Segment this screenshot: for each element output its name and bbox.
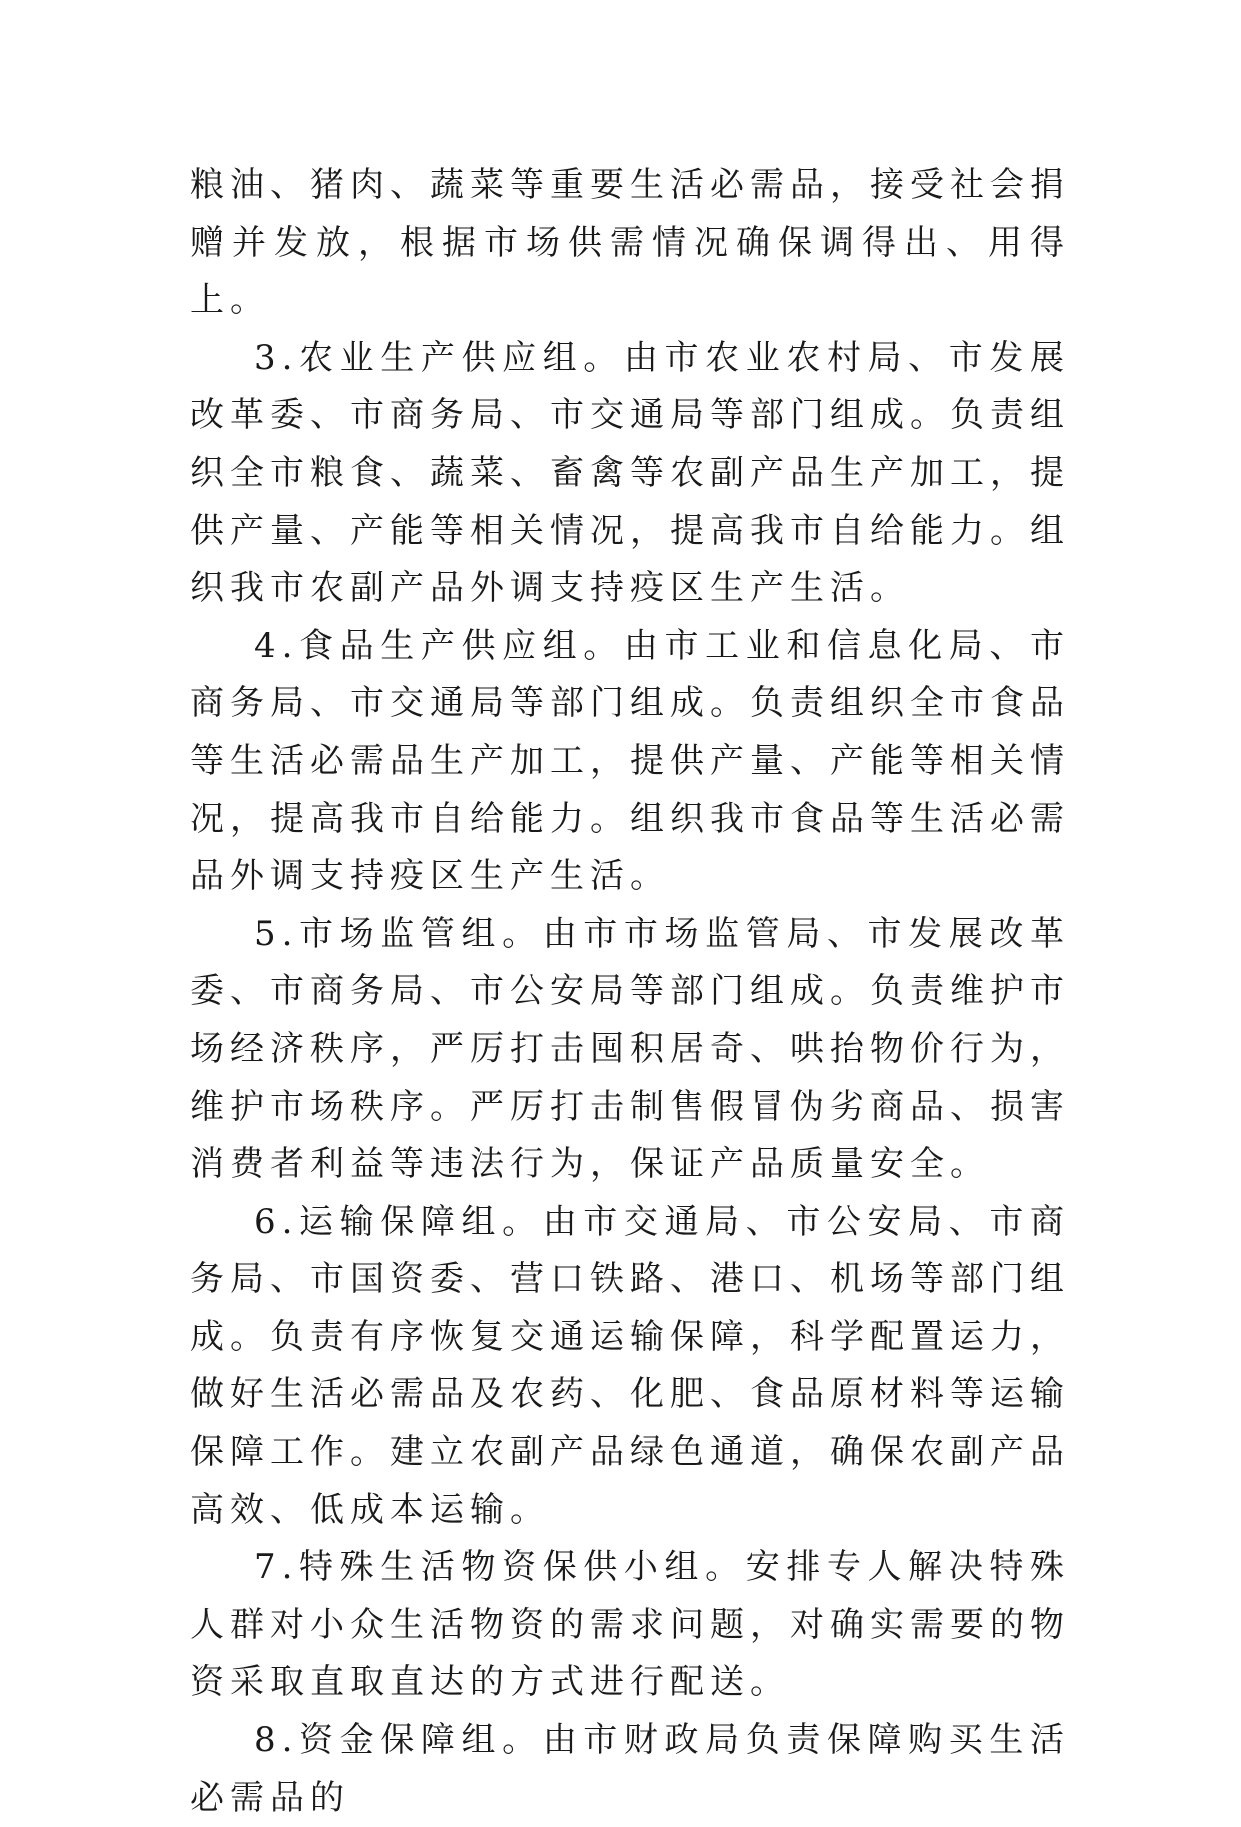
paragraph-funding-group: 8.资金保障组。由市财政局负责保障购买生活必需品的 [190,1720,1070,1818]
paragraph-agriculture-supply-group: 3.农业生产供应组。由市农业农村局、市发展改革委、市商务局、市交通局等部门组成。负责组织全市粮食、蔬菜、畜禽等农副产品生产加工，提供产量、产能等相关情况，提高我市自给能力。组织我市农副产品外调支持疫区生产生活。 [190,337,1070,609]
paragraph-food-supply-group: 4.食品生产供应组。由市工业和信息化局、市商务局、市交通局等部门组成。负责组织全市食品等生活必需品生产加工，提供产量、产能等相关情况，提高我市自给能力。组织我市食品等生活必需品外调支持疫区生产生活。 [190,625,1070,897]
document-body [190,157,1070,1827]
paragraph-special-supplies-group: 7.特殊生活物资保供小组。安排专人解决特殊人群对小众生活物资的需求问题，对确实需要的物资采取直取直达的方式进行配送。 [190,1547,1070,1703]
paragraph-market-supervision-group: 5.市场监管组。由市市场监管局、市发展改革委、市商务局、市公安局等部门组成。负责维护市场经济秩序，严厉打击囤积居奇、哄抬物价行为，维护市场秩序。严厉打击制售假冒伪劣商品、损害消费者利益等违法行为，保证产品质量安全。 [190,913,1070,1185]
paragraph-transport-group: 6.运输保障组。由市交通局、市公安局、市商务局、市国资委、营口铁路、港口、机场等部门组成。负责有序恢复交通运输保障，科学配置运力，做好生活必需品及农药、化肥、食品原材料等运输保障工作。建立农副产品绿色通道，确保农副产品高效、低成本运输。 [190,1201,1070,1530]
paragraph-continuation: 粮油、猪肉、蔬菜等重要生活必需品，接受社会捐赠并发放，根据市场供需情况确保调得出、用得上。 [190,165,1070,321]
